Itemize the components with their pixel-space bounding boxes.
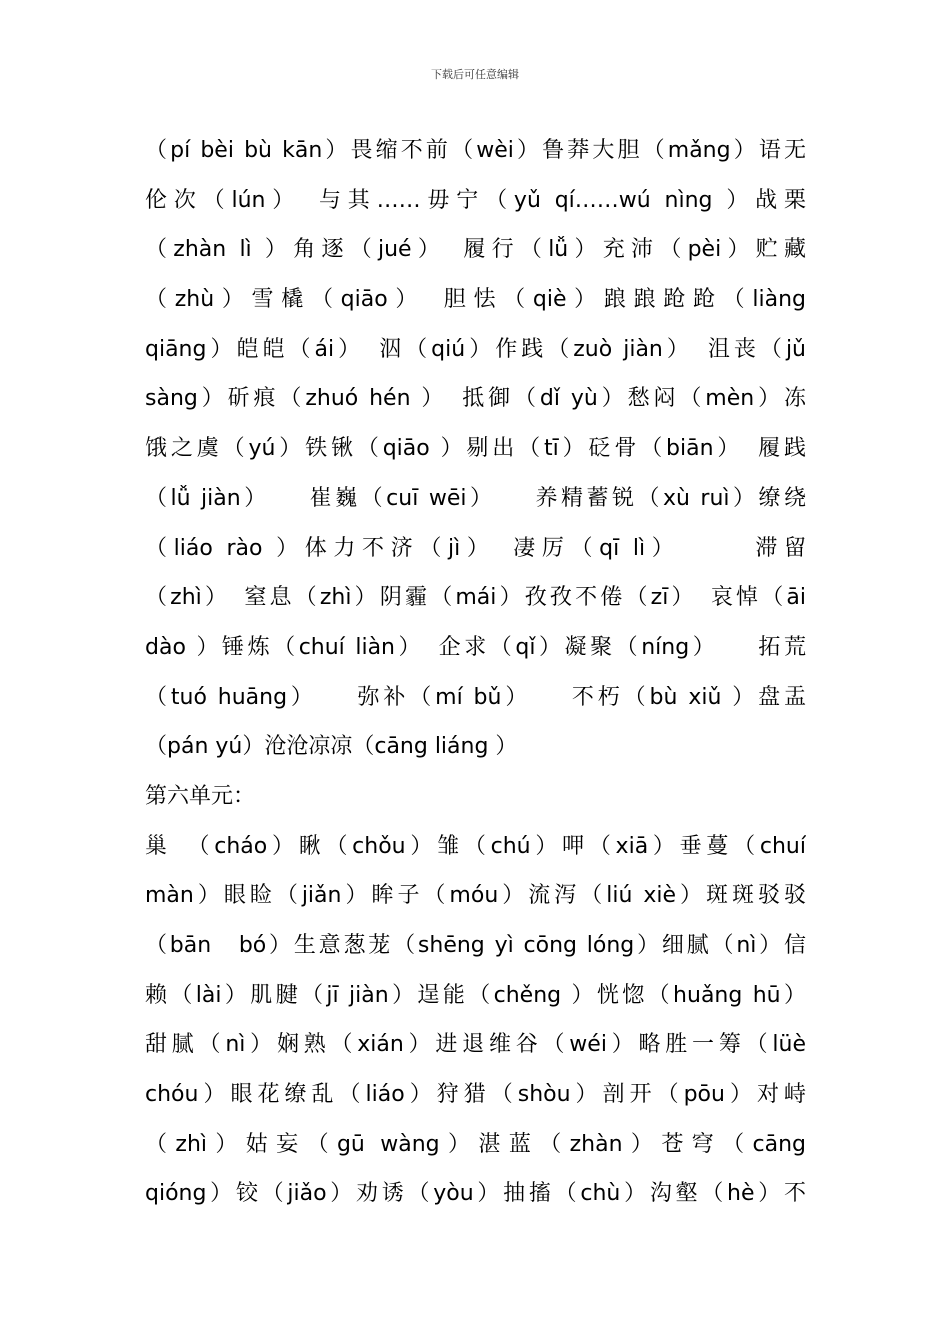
document-body bbox=[145, 126, 806, 1219]
text-line: （pí bèi bù kān）畏缩不前（wèi）鲁莽大胆（mǎng）语无 bbox=[145, 138, 806, 163]
text-line: （liáo rào ）体力不济（jì） 凄厉（qī lì） 滞留 bbox=[145, 535, 806, 561]
text-line: （zhì）姑妄（gū wàng）湛蓝（zhàn）苍穹（cāng bbox=[145, 1131, 806, 1157]
text-line: màn）眼睑（jiǎn）眸子（móu）流泻（liú xiè）斑斑驳驳 bbox=[145, 883, 806, 909]
text-line: （bān bó）生意葱茏（shēng yì cōng lóng）细腻（nì）信 bbox=[145, 933, 806, 958]
section-heading: 第六单元： bbox=[145, 783, 256, 809]
text-line: （zhì） 窒息（zhì）阴霾（mái）孜孜不倦（zī） 哀悼（āi bbox=[145, 585, 806, 611]
text-line: qióng）铰（jiǎo）劝诱（yòu）抽搐（chù）沟壑（hè）不 bbox=[145, 1181, 806, 1207]
text-line: （tuó huāng） 弥补（mí bǔ） 不朽（bù xiǔ ）盘盂 bbox=[145, 684, 806, 710]
text-line: 赖（lài）肌腱（jī jiàn）逞能（chěng ）恍惚（huǎng hū） bbox=[145, 982, 806, 1008]
text-line: 甜腻（nì）娴熟（xián）进退维谷（wéi）略胜一筹（lüè bbox=[145, 1032, 806, 1058]
text-line: sàng）斫痕（zhuó hén ） 抵御（dǐ yù）愁闷（mèn）冻 bbox=[145, 386, 806, 412]
page-header-note: 下载后可任意编辑 bbox=[431, 68, 519, 81]
text-line: 巢 （cháo）瞅（chǒu）雏（chú）呷（xiā）垂蔓（chuí bbox=[145, 833, 806, 859]
text-line: （zhù）雪橇（qiāo） 胆怯（qiè）踉踉跄跄（liàng bbox=[145, 287, 806, 313]
text-line: （pán yú）沧沧凉凉（cāng liáng ） bbox=[145, 734, 518, 760]
text-line: （zhàn lì ）角逐（jué） 履行（lǚ）充沛（pèi）贮藏 bbox=[145, 237, 806, 263]
text-line: chóu）眼花缭乱（liáo）狩猎（shòu）剖开（pōu）对峙 bbox=[145, 1082, 806, 1108]
text-line: 饿之虞（yú）铁锹（qiāo ）剔出（tī）砭骨（biān） 履践 bbox=[145, 436, 806, 462]
text-line: 伦次（lún） 与其……毋宁（yǔ qí……wú nìng ）战栗 bbox=[145, 187, 806, 213]
text-line: dào ）锤炼（chuí liàn） 企求（qǐ）凝聚（níng） 拓荒 bbox=[145, 634, 806, 660]
text-line: （lǚ jiàn） 崔巍（cuī wēi） 养精蓄锐（xù ruì）缭绕 bbox=[145, 485, 806, 511]
text-line: qiāng）皑皑（ái） 泅（qiú）作践（zuò jiàn） 沮丧（jǔ bbox=[145, 336, 806, 362]
